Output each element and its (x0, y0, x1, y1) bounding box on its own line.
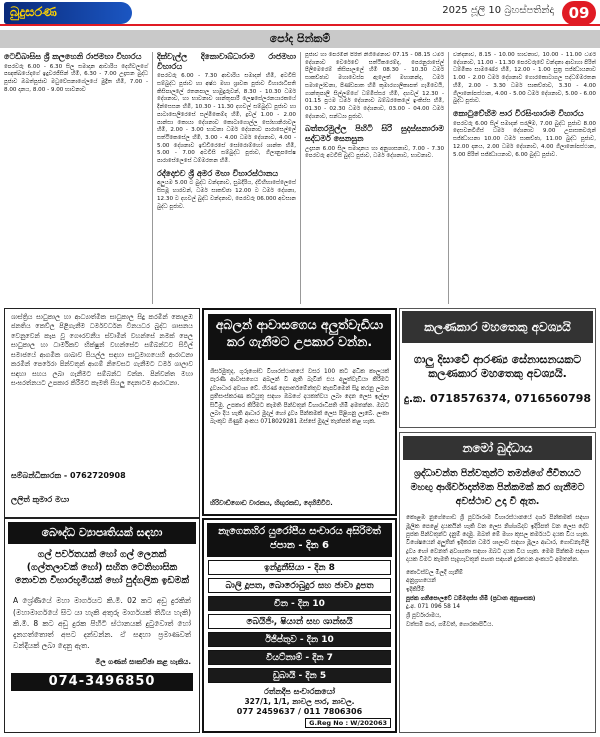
ad-title: නැගෙනහිර යුරෝපීය සංචාරය අසිරිමත් ජපාන - දින 6 (207, 523, 392, 557)
ad-phones: දු.ක. 0718576374, 0716560798 (403, 391, 592, 405)
column-1 (0, 52, 152, 304)
tour-row: බාලි දූපත, බොරොබුදුර සහ ජාවා දූපත (208, 578, 391, 593)
ad-monk-request (4, 308, 200, 518)
ad-line: කොටස්වල මිලදී ගැනීම් (406, 569, 463, 576)
ad-body: ශිර්සමුතුද, ගුරුගෝඩ විහාරස්ථානයේ වසර 100 කට අධික කාලයක් පැරණි ආවාසගෙය අබලන් වී ඇති බැවින් එය අලුත්වැඩියා කිරීමට ද්‍රව්‍යාධාර අවශ්‍ය වේ. හිරණ් දෙපාර්තමේන්තුව කැපවීමෙන් සිදු කරනු ලබන ප්‍රතිසංස්කරණ කටයුතු සඳහා ඔබගේ දායකත්වය ලබා දෙන ලෙස ඉල්ලා සිටිමු. උපකාර කිරීමට කැමති පින්වතුන් විහාරාධිපති හිමි අමතන්න. ඔබට ලබා දිය හැකි ආධාර මුදල් හෝ ද්‍රව්‍ය පින්කමක් ලෙස පිළිගනු ලැබේ. ලංකා බැංකුව ගිණුම් අංකය 0718029281 ඔස්සේ මුදල් තැන්පත් කළ හැක. (210, 369, 389, 426)
tour-row: ඩුබායි - දින 5 (208, 668, 391, 683)
column-title: දික්වැල්ල දිකොවාබ්ධාරාම රාජමහා විහාරය (157, 52, 296, 71)
column-paragraph: පූජාව හා පෙරමින් පිරිත් නිගිමෙනාව 07.15 - 08.15 ධර්ම දේශනාව වෙරේවේ සත්ථිකරෙම්ද, පෙරනුරාසේල් පිලිමෙරෙම් කිසිපාලලේ හිමි 08.30 - 10.30 ධර්ම සාකච්ඡාව මහාවෙස්ප ඇලෙත් මහානන්ද, ධර්ම සමාලෝචනා, පිණ්ඩපාත හිමි කුමාරගාලිකාපත් ගැමිවෙයි, ගාන්තුපාලි සිල්ලම්ගේ ධම්මිස්සර හිමි, දහවල් 12.30 - 01.15 ප්‍රථම ධර්ම දේශනාව බම්බරකෙලේ ඉංකිස්ස හිමි, 01.30 - 02.30 ධර්ම දේශනාව, 03.00 - 04.00 ධර්ම දේශනාව, සන්ධ්‍යා පූජාව. (305, 52, 444, 120)
ad-contact: සම්බන්ධීකාරක - 0762720908 (11, 471, 126, 480)
ad-line: ඉදිකිරීම් (406, 587, 425, 594)
ad-line: ශ්‍රී පූර්වාරාමය, (406, 613, 442, 620)
ad-temple-land (4, 518, 200, 733)
ad-footer: හිරිවාඩ්ගොඩ වාරකය, හිඟුරකඩ, දෙහිඕවිට. (210, 499, 333, 507)
tour-row: බෙයිජිං, ෂියාන් සහ ශාන්ඝයි (208, 614, 391, 629)
ad-line: වත්සමී පාර, ගම්වත්, ගොරකාපිටිය. (406, 621, 494, 628)
ad-title: නමෝ බුද්ධාය (403, 436, 592, 460)
column-paragraph: අලුයම 5.00 ට බුද්ධ වන්දනාව, සුබදිරිය, ද්වීහිභාසේලෙසේ සිසමූ හාරවන්, ධර්ම සාකච්ඡා 12.00 ට ධර්ම දේශනා, 12.30 ට දහවල් බුද්ධ වන්දනාව, පෙරවරු 06.000 අවසාන බුද්ධ පූජාව. (157, 180, 296, 210)
ad-line: පූජක ගනිපොලවේ ධම්මදස්ස හිමි (ප්‍රධාන අනුශාසක) (406, 595, 536, 602)
column-paragraph: උදෑසන 6.00 සිල සමාදානය හා අනුශාසනාව, 7.00 - 7.30 පෙරවරු අටවිසි බුද්ධ පූජාව, ධර්ම දේශනාව, භාවනාව. (305, 145, 444, 160)
column-2 (152, 52, 300, 304)
ad-aged-home (202, 308, 397, 516)
column-title: ටෙඩිබාසිස ශ්‍රී කලහෙනි රාජමහා විහාරය (4, 52, 142, 61)
ad-contact: මිල ගණන් සාකච්ඡා කළ හැකිය. (95, 657, 191, 666)
column-paragraph: වන්දනාව, 8.15 - 10.00 භාවනාව, 10.00 - 11.00 ධර්ම දේශනාව, 11.00 - 11.30 පෙරවරුවේ වන්දනා ආවාහා පිරිත් ධම්මිකා සාමණේර හිමි, 12.00 - 1.00 සුත්‍ර සජ්ඣායනාව 1.00 - 2.00 ධර්ම දේශනාව ගොරකොටාගල සද්ධම්මරතන හිමි, 2.00 - 3.30 ධර්ම සාකච්ඡාව, 3.30 - 4.00 ගිලානෝපස්ථාන, 4.00 - 5.00 ධර්ම දේශනාව, 5.00 - 6.00 බුද්ධ පූජාව. (453, 52, 596, 105)
tour-address: 327/1, 1/1, නාවල පාර, නාවල. (244, 697, 355, 706)
tour-row: ඉන්දුනීසියා - දින 8 (208, 560, 391, 575)
tour-row: වියට්නාම් - දින 7 (208, 650, 391, 665)
tour-company: රත්නදීප සංචාරකයෝ (264, 687, 335, 696)
column-paragraph: පෙරවරු 6.00 සිල් සමාදන් සරලිම, 7.00 බුද්ධ පූජාව 8.00 දෙසවනවිගිස් ධර්ම දේශනාව 9.00 උපාසකවරුන් සජ්ඣායනා 10.00 ධර්ම සාකච්ඡා, 11.00 බුද්ධ පූජාව, 12.00 දානය, 2.00 ධර්ම දේශනාව, 4.00 ගිලානෝපස්ථාන, 5.00 පිරිත් සජ්ඣායනාව, 6.00 බුද්ධ පූජාව. (453, 120, 596, 158)
column-paragraph: පෙරවරු 6.00 - 7.30 ආචාරිය සමාදන් හිමි, අටවිසි සම්බුද්ධ පූජාව හා අෂ්ඨ මහා ශ්‍රාවක පූජාව විහාරාධිපති කිසිපාලලේ රතනපාල හාමුදුරුවන්, 8.30 - 10.30 ධර්ම දේශනාව, හා භාවනාව ශාන්තුපාරී ලෙෂසේලරනයාරකයේ දින්සෙසන හිමි, 10.30 - 11.30 දහවල් සම්බුද්ධ පූජාව හා පාටාසෙලිරෙසේ සල්මිකෙම්ද හිමි, ද්‍රවල් 1.00 - 2.00 පාන්සා කොයා දේශනාව කොටාගොල්ල සෝභානිරාවල හිමි, 2.00 - 3.00 භාවනා ධර්ම දේශනාව පාරාසෙල්ලේ සත්ථිකෙසේල හිමි, 3.00 - 4.00 ධර්ම දේශනාව, 4.00 - 5.00 දේශනාව ඉඩ්ඩිරෙසේ සෝරොම්හෝ ශාන්ත හිමි, 5.00 - 7.00 අටවිසි සම්බුද්ධ පූජාව, ගිලානුපසේෂ පාරාසේලෙසේ ධම්මරතන හිමි. (157, 73, 296, 165)
ad-body: කොළඹ නුගේගොඩ ශ්‍රී පූර්වාරාම විහාරස්ථානයේ දර්ශ පින්කමක් සඳහා මූලික පෙළේ දායකයින් හැකි වන ලෙස නිශ්ශබ්දව ඉදිරිපත් වන ලෙස දේව පූජක පින්වතුන්ට දැනුම් දෙමු. ඔබත් මේ මහා කුසල කර්මයට දායක විය හැක. විශේෂයෙන් අලුතින් ඉදිකරන ධර්ම ශාලාව සඳහා මූල්‍ය ආධාර, ගොඩනැගිලි ද්‍රව්‍ය හෝ වෙනත් අවශ්‍යතා සඳහා ඔබට දායක විය හැක. මෙම පින්කම සඳහා දායක වීමට කැමති සැදැහැවතුන් පහත සඳහන් දුරකථන අංකයට අමතන්න. (406, 515, 589, 564)
ad-lines (400, 567, 595, 632)
tour-row: ඊජිප්තුව - දින 10 (208, 632, 391, 647)
ad-kalyanakara (399, 308, 596, 428)
ad-line: අනුග්‍රහයෙන් (406, 578, 436, 585)
column-subtitle: බත්තරමුල්ල පිහිටි සිරි සුදස්සනාරාම සද්ධර්ම සෙනසුන (305, 124, 444, 144)
ad-phone: 074-3496850 (11, 673, 193, 691)
ad-body: ශාස්ත්‍රිය සාධුකාල හා ආධ්‍යාත්මික සාධුකාල සිදු කරමින් කොළඹ ජනතිය කෙව්ල පිළිගැනීම ධර්මවර්ධන විනයධර බුද්ධ ශාසනය වෙනුවෙන් කැප වූ ගෞරවනීය ස්වාමීන් වහන්සේ නමක් පෙල සාධුකාල හා ධාර්මිකව භික්ෂුන් වහන්සේට සම්බන්ධව සිවිල් සමාජයේ ආගමික ශාඛාව සියල්ල සඳහා සාධුමාගයෙහි ආරාධනා කරමින් පෙරේරා පින්වතුන් ආගම් නිවෙසට ගැනීමට ධර්ම ශාලාව සඳහා සහය ලබා ගැනීමට සම්බන්ධ වන්න. පින්වන්ත මහා සංඝරත්නයට උපකාර කිරීමට කැමති සියලු දෙනාටම ආරාධනා. (11, 313, 193, 387)
page-header (0, 0, 600, 26)
newspaper-logo: බුදුසරණ (4, 2, 132, 24)
section-title: පෝද පින්කම් (0, 30, 600, 48)
ad-title: බෞද්ධ ව්‍යාපෘතියක් සඳහා (8, 522, 196, 544)
column-subtitle: රද්දොළුව ශ්‍රී අමර මහා විහාරස්ථානය (157, 168, 279, 178)
ad-body: ගාලු දිසාවේ ආරණ්‍ය සේනාසනයකට කලණකාර මහතෙකු අවශ්‍යයි. (413, 353, 582, 381)
tour-phones: 077 2459637 / 011 7806306 (236, 707, 363, 716)
ad-title: කලණකාර මහතෙකු අවශ්‍යයි (402, 311, 593, 343)
ad-namo-buddhaya (399, 432, 596, 733)
contact-name: සම්බන්ධීකාරක (11, 471, 62, 480)
column-paragraph: පෙරවරු 6.00 - 6.30 සිල සමාදාන ආචාරිය දෙහිවලගේ පඥක්ඛයේදාගේ ඉදුවරජීසින් හිමි, 6.30 - 7.00 උදෑසන බුද්ධ පූජාව ඔබත්පූජාව මධුවේසනාගේලයේ මුද්‍රිත හිමි, 7.00 - 8.00 දානය, 8.00 - 9.00 භාවනාව (4, 63, 148, 93)
ad-line: දු.අ. 071 096 58 14 (406, 604, 461, 611)
ad-title: අබලන් ආවාසගෙය අලුත්වැඩියා කර ගැනීමට උපකාර වන්න. (208, 314, 391, 360)
ad-signature: ලලිත් කුමාර මයා (11, 495, 70, 504)
ad-headline: ගල් පර්වතයක් හෝ ගල් ලෙනක් (ගල්තලාවක් හෝ) සහිත ටෙතිහාසික නොවන විහාරභූමියක් හෝ පුද්ගලික ඉඩමක් (14, 549, 190, 586)
ad-headline: ශ්‍රද්ධාවන්ත පින්වතුන්ට තමන්ගේ ජීවිතයට මහඟු ආශිර්වාදාත්මක පින්කමක් කර ගැනීමට අවස්ථාව උදා වී ඇත. (410, 468, 585, 507)
tour-regno: G.Reg No : W/202063 (305, 718, 391, 728)
ad-tour (202, 518, 397, 733)
column-4 (448, 52, 600, 304)
column-subtitle: කොටුවේහිම පාර වීරසිංහාරාම විහාරය (453, 109, 584, 119)
tour-row: චීන - දින 10 (208, 596, 391, 611)
issue-date: 2025 ජූලි 10 බ්‍රහස්පතින්දා (442, 5, 554, 16)
contact-phone: 0762720908 (70, 471, 126, 480)
column-3 (300, 52, 448, 304)
page-number: 09 (562, 1, 596, 25)
header-divider (0, 24, 600, 26)
ad-body: A ශ්‍රේණියේ මහා මාර්ගයට කි.මී. 02 කට අඩු දුරකින් (මහාමාර්ගයේ සිට යා හැකි අතුරු මාර්ගයක් තිබිය හැකි) කි.මී. 8 කට අඩු දුරක පිහිටි ස්ථානයක් දුටුවොත් හෝ දැනගත්තොත් අපට දන්වන්න. ඒ සඳහා ප්‍රමාණවත් වන්දියක් ලබා දෙනු ඇත. (13, 596, 191, 651)
